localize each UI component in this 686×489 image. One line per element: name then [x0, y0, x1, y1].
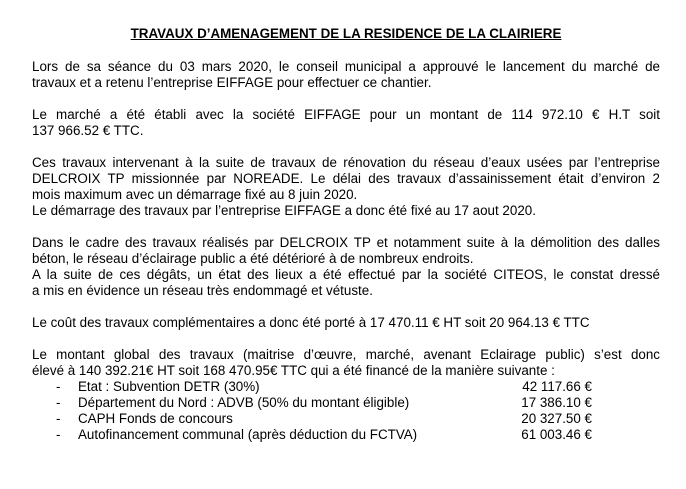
financing-amount: 20 327.50 € — [521, 411, 592, 426]
paragraph-schedule — [32, 155, 660, 219]
financing-amount: 17 386.10 € — [521, 395, 592, 410]
financing-amount: 61 003.46 € — [521, 427, 592, 442]
financing-amount: 42 117.66 € — [522, 379, 592, 394]
paragraph-line: Le montant global des travaux (maitrise d’œuvre, marché, avenant Eclairage public) s’est donc — [32, 347, 660, 362]
paragraph-line: Dans le cadre des travaux réalisés par DELCROIX TP et notamment suite à la démolition des dalles — [32, 235, 660, 250]
financing-label: Département du Nord : ADVB (50% du montant éligible) — [78, 395, 410, 410]
paragraph-contract-amount — [32, 107, 660, 139]
paragraph-line: mois maximum avec un démarrage fixé au 8 juin 2020. — [32, 187, 358, 202]
financing-label: Autofinancement communal (après déduction du FCTVA) — [78, 427, 418, 442]
financing-list — [32, 379, 660, 443]
paragraph-line: élevé à 140 392.21€ HT soit 168 470.95€ TTC qui a été financé de la manière suivante : — [32, 363, 555, 378]
financing-label: Etat : Subvention DETR (30%) — [78, 379, 260, 394]
paragraph-line: DELCROIX TP missionnée par NOREADE. Le délai des travaux d’assainissement était d’environ 2 — [32, 171, 660, 186]
list-dash: - — [56, 379, 61, 394]
paragraph-line: a mis en évidence un réseau très endommagé et vétuste. — [32, 283, 373, 298]
paragraph-line: Le marché a été établi avec la société EIFFAGE pour un montant de 114 972.10 € H.T soit — [32, 107, 660, 122]
list-dash: - — [56, 395, 61, 410]
paragraph-approval — [32, 59, 660, 91]
paragraph-line: Le coût des travaux complémentaires a donc été porté à 17 470.11 € HT soit 20 964.13 € TTC — [32, 315, 590, 330]
list-dash: - — [56, 427, 61, 442]
list-dash: - — [56, 411, 61, 426]
paragraph-line: Le démarrage des travaux par l’entreprise EIFFAGE a donc été fixé au 17 aout 2020. — [32, 203, 536, 218]
list-item — [32, 411, 660, 427]
paragraph-line: travaux et a retenu l’entreprise EIFFAGE pour effectuer ce chantier. — [32, 75, 432, 90]
paragraph-line: A la suite de ces dégâts, un état des lieux a été effectué par la société CITEOS, le constat dressé — [32, 267, 660, 282]
paragraph-lighting-damage — [32, 235, 660, 299]
paragraph-line: 137 966.52 € TTC. — [32, 123, 144, 138]
paragraph-additional-cost — [32, 315, 660, 331]
list-item — [32, 427, 660, 443]
financing-label: CAPH Fonds de concours — [78, 411, 233, 426]
paragraph-line: Lors de sa séance du 03 mars 2020, le conseil municipal a approuvé le lancement du marché de — [32, 59, 660, 74]
list-item — [32, 395, 660, 411]
document-title: TRAVAUX D’AMENAGEMENT DE LA RESIDENCE DE LA CLAIRIERE — [130, 26, 562, 41]
paragraph-global-amount — [32, 347, 660, 379]
paragraph-line: Ces travaux intervenant à la suite de travaux de rénovation du réseau d’eaux usées par l’entreprise — [32, 155, 660, 170]
paragraph-line: béton, le réseau d’éclairage public a été détérioré à de nombreux endroits. — [32, 251, 474, 266]
list-item — [32, 379, 660, 395]
